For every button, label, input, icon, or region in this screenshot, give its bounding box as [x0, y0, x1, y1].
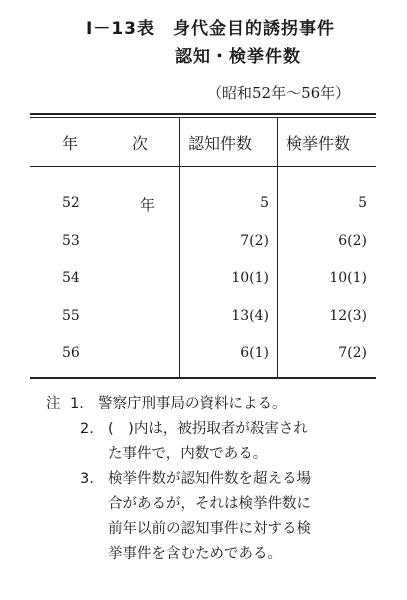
table-top-rule-inner [30, 117, 376, 118]
notes-label: 注 [46, 396, 61, 412]
table-bottom-rule [30, 377, 376, 379]
note-continuation [46, 442, 396, 467]
note-continuation [46, 517, 396, 542]
ninchi-cell: 13(4) [231, 308, 269, 324]
note-number: 3. [80, 471, 94, 487]
kenkyo-cell: 10(1) [329, 270, 367, 286]
note-text: た事件で，内数である。 [108, 446, 268, 462]
notes-section [46, 392, 396, 567]
column-divider [179, 117, 180, 378]
kenkyo-cell: 6(2) [338, 233, 367, 249]
kenkyo-cell: 5 [358, 195, 367, 211]
kenkyo-cell: 12(3) [329, 308, 367, 324]
table-title-line2: 認知・検挙件数 [175, 47, 301, 67]
table-top-rule [30, 113, 376, 115]
header-tsugi: 次 [132, 134, 149, 153]
year-cell: 52 [62, 195, 80, 211]
year-cell: 56 [62, 345, 80, 361]
header-kenkyo: 検挙件数 [286, 134, 351, 153]
year-cell: 53 [62, 233, 80, 249]
ninchi-cell: 7(2) [240, 233, 269, 249]
header-year: 年 [62, 134, 79, 153]
year-cell: 55 [62, 308, 80, 324]
table-header-rule [30, 166, 376, 167]
table-title-line1: Ⅰ－13表 身代金目的誘拐事件 [86, 19, 335, 39]
header-ninchi: 認知件数 [188, 134, 253, 153]
ninchi-cell: 10(1) [231, 270, 269, 286]
note-item [46, 417, 396, 442]
note-text: 前年以前の認知事件に対する検 [108, 521, 311, 537]
note-text: 挙事件を含むためである。 [108, 546, 282, 562]
year-cell: 54 [62, 270, 80, 286]
period-label: （昭和52年～56年） [207, 84, 351, 102]
note-text: 合があるが，それは検挙件数に [108, 496, 311, 512]
note-text: 検挙件数が認知件数を超える場 [108, 471, 311, 487]
note-number: 1. [70, 396, 84, 412]
ninchi-cell: 6(1) [240, 345, 269, 361]
note-continuation [46, 542, 396, 567]
kenkyo-cell: 7(2) [338, 345, 367, 361]
note-item [46, 392, 396, 417]
column-divider [277, 117, 278, 378]
year-suffix: 年 [140, 196, 156, 214]
note-number: 2. [80, 421, 94, 437]
note-text: ( )内は，被拐取者が殺害され [108, 421, 308, 437]
note-continuation [46, 492, 396, 517]
ninchi-cell: 5 [260, 195, 269, 211]
note-item [46, 467, 396, 492]
note-text: 警察庁刑事局の資料による。 [98, 396, 287, 412]
